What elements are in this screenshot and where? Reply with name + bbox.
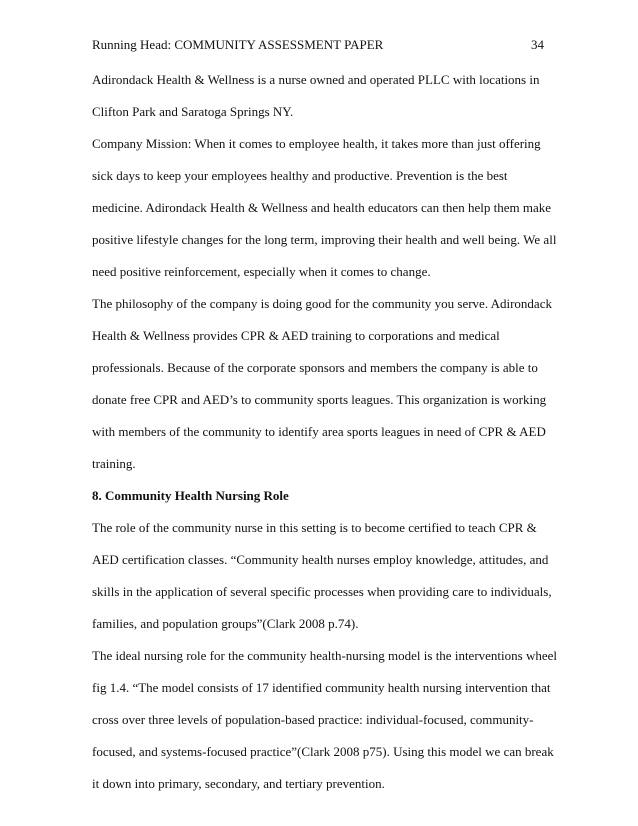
text-line: Adirondack Health & Wellness is a nurse owned and operated PLLC with locations in xyxy=(92,72,540,87)
text-line: with members of the community to identify area sports leagues in need of CPR & AED xyxy=(92,424,546,439)
body-text xyxy=(92,68,557,804)
text-line: Clifton Park and Saratoga Springs NY. xyxy=(92,104,294,119)
running-head: Running Head: COMMUNITY ASSESSMENT PAPER xyxy=(92,37,384,52)
text-line: families, and population groups”(Clark 2008 p.74). xyxy=(92,616,359,631)
text-line: skills in the application of several specific processes when providing care to individuals, xyxy=(92,584,552,599)
text-line: The ideal nursing role for the community health-nursing model is the interventions wheel xyxy=(92,648,557,663)
text-line: cross over three levels of population-based practice: individual-focused, community- xyxy=(92,712,534,727)
text-line: The philosophy of the company is doing good for the community you serve. Adirondack xyxy=(92,296,552,311)
text-line: training. xyxy=(92,456,136,471)
text-line: focused, and systems-focused practice”(Clark 2008 p75). Using this model we can break xyxy=(92,744,554,759)
text-line: Health & Wellness provides CPR & AED training to corporations and medical xyxy=(92,328,500,343)
section-heading: 8. Community Health Nursing Role xyxy=(92,488,289,503)
text-line: Company Mission: When it comes to employee health, it takes more than just offering xyxy=(92,136,541,151)
text-line: donate free CPR and AED’s to community sports leagues. This organization is working xyxy=(92,392,547,407)
text-line: AED certification classes. “Community health nurses employ knowledge, attitudes, and xyxy=(92,552,549,567)
text-line: The role of the community nurse in this setting is to become certified to teach CPR & xyxy=(92,520,537,535)
text-line: fig 1.4. “The model consists of 17 identified community health nursing intervention that xyxy=(92,680,551,695)
text-line: medicine. Adirondack Health & Wellness and health educators can then help them make xyxy=(92,200,551,215)
text-line: sick days to keep your employees healthy and productive. Prevention is the best xyxy=(92,168,508,183)
text-line: it down into primary, secondary, and tertiary prevention. xyxy=(92,776,385,791)
page-number: 34 xyxy=(531,37,544,52)
text-line: positive lifestyle changes for the long term, improving their health and well being. We all xyxy=(92,232,557,247)
text-line: professionals. Because of the corporate sponsors and members the company is able to xyxy=(92,360,538,375)
text-line: need positive reinforcement, especially when it comes to change. xyxy=(92,264,431,279)
